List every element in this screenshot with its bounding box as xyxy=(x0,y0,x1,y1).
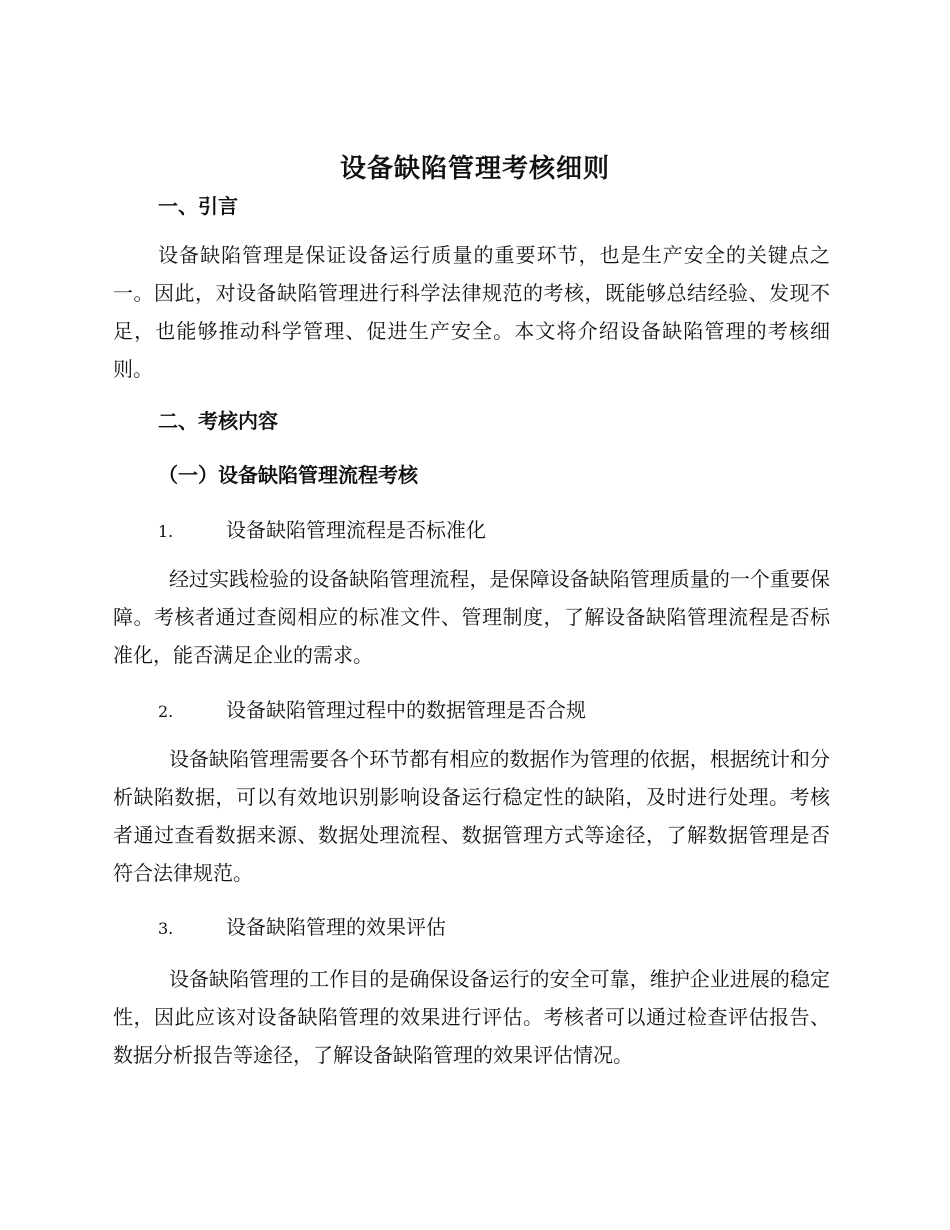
intro-heading: 一、引言 xyxy=(158,194,238,218)
document-title: 设备缺陷管理考核细则 xyxy=(339,154,610,184)
item-2-text: 设备缺陷管理需要各个环节都有相应的数据作为管理的依据，根据统计和分析缺陷数据，可以有效地识别影响设备运行稳定性的缺陷，及时进行处理。考核者通过查看数据来源、数据处理流程、数据管理方式等途径，了解数据管理是否符合法律规范。 xyxy=(113,747,830,885)
item-1-paragraph xyxy=(113,560,830,674)
item-2-paragraph xyxy=(113,740,830,892)
item-3-paragraph xyxy=(113,960,830,1074)
item-3-text: 设备缺陷管理的工作目的是确保设备运行的安全可靠，维护企业进展的稳定性，因此应该对设备缺陷管理的效果进行评估。考核者可以通过检查评估报告、数据分析报告等途径，了解设备缺陷管理的效果评估情况。 xyxy=(113,967,830,1067)
item-2-label: 设备缺陷管理过程中的数据管理是否合规 xyxy=(226,698,586,722)
item-3-number: 3. xyxy=(158,919,174,938)
content-heading: 二、考核内容 xyxy=(158,409,278,433)
item-2-heading xyxy=(158,694,586,723)
item-1-text: 经过实践检验的设备缺陷管理流程，是保障设备缺陷管理质量的一个重要保障。考核者通过查阅相应的标准文件、管理制度，了解设备缺陷管理流程是否标准化，能否满足企业的需求。 xyxy=(113,567,830,667)
intro-paragraph xyxy=(113,236,830,388)
item-1-number: 1. xyxy=(158,522,174,541)
item-2-number: 2. xyxy=(158,702,174,721)
item-1-label: 设备缺陷管理流程是否标准化 xyxy=(226,518,486,542)
intro-text: 设备缺陷管理是保证设备运行质量的重要环节，也是生产安全的关键点之一。因此，对设备缺陷管理进行科学法律规范的考核，既能够总结经验、发现不足，也能够推动科学管理、促进生产安全。本文将介绍设备缺陷管理的考核细则。 xyxy=(113,243,830,381)
item-3-label: 设备缺陷管理的效果评估 xyxy=(226,915,446,939)
item-3-heading xyxy=(158,911,446,940)
subsection-heading: （一）设备缺陷管理流程考核 xyxy=(158,463,418,487)
item-1-heading xyxy=(158,514,486,543)
